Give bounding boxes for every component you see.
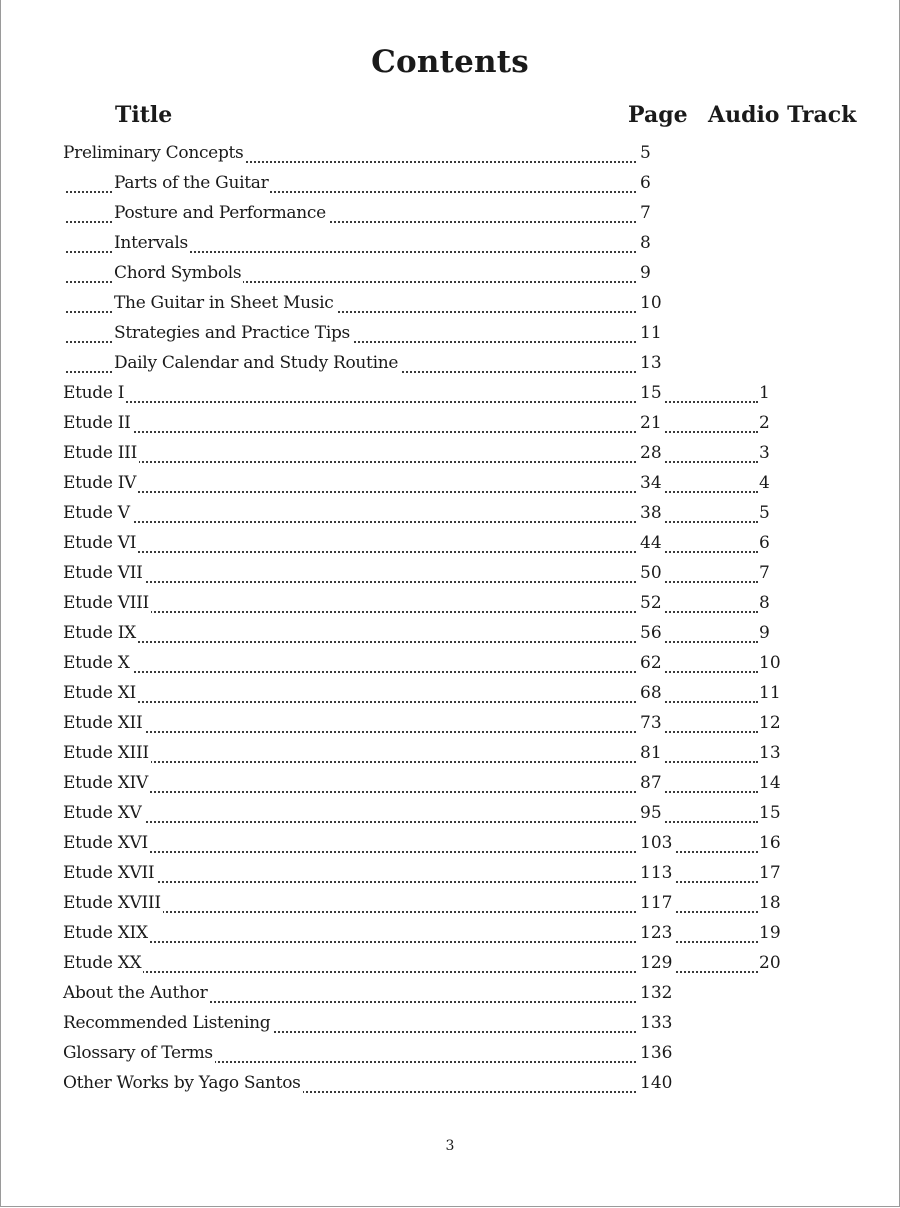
dot-leader [66, 551, 636, 553]
dot-leader [66, 671, 636, 673]
toc-entry-audio-track: 13 [759, 743, 781, 763]
toc-entry-title: About the Author [63, 983, 208, 1003]
toc-entry-page: 10 [640, 293, 662, 313]
toc-entry[interactable] [0, 741, 900, 771]
toc-entry-page: 13 [640, 353, 662, 373]
toc-entry-audio-track: 19 [759, 923, 781, 943]
track-dot-leader [662, 491, 758, 493]
track-dot-leader [672, 881, 758, 883]
toc-entry-page: 9 [640, 263, 651, 283]
dot-leader [66, 521, 636, 523]
dot-leader [66, 761, 636, 763]
toc-entry-page: 129 [640, 953, 673, 973]
toc-entry-page: 15 [640, 383, 662, 403]
dot-leader [66, 401, 636, 403]
toc-entry-title: Etude IV [63, 473, 137, 493]
toc-entry[interactable] [0, 951, 900, 981]
track-dot-leader [662, 461, 758, 463]
toc-entry-title: Preliminary Concepts [63, 143, 244, 163]
dot-leader [66, 821, 636, 823]
toc-entry-title: Etude XV [63, 803, 142, 823]
toc-entry[interactable] [0, 321, 900, 351]
toc-entry-title: Etude I [63, 383, 125, 403]
toc-entry-title: Etude XVI [63, 833, 148, 853]
toc-entry[interactable] [0, 411, 900, 441]
toc-entry-title: Etude V [63, 503, 130, 523]
toc-entry[interactable] [0, 591, 900, 621]
toc-entry-page: 34 [640, 473, 662, 493]
toc-entry-title: Etude IX [63, 623, 136, 643]
toc-entry-page: 117 [640, 893, 673, 913]
track-dot-leader [672, 971, 758, 973]
toc-entry-page: 50 [640, 563, 662, 583]
toc-entry-page: 38 [640, 503, 662, 523]
toc-entry-page: 81 [640, 743, 662, 763]
page-number: 3 [445, 1138, 455, 1154]
toc-entry-audio-track: 18 [759, 893, 781, 913]
track-dot-leader [662, 821, 758, 823]
toc-entry[interactable] [0, 1011, 900, 1041]
table-of-contents [0, 141, 900, 1101]
toc-entry-title: Etude XII [63, 713, 143, 733]
track-dot-leader [672, 941, 758, 943]
toc-entry-audio-track: 5 [759, 503, 770, 523]
toc-entry-title: Etude VI [63, 533, 137, 553]
dot-leader [66, 851, 636, 853]
track-dot-leader [672, 911, 758, 913]
track-dot-leader [662, 521, 758, 523]
toc-entry-audio-track: 12 [759, 713, 781, 733]
track-dot-leader [662, 611, 758, 613]
dot-leader [66, 611, 636, 613]
toc-entry-page: 73 [640, 713, 662, 733]
toc-entry[interactable] [0, 681, 900, 711]
toc-entry-audio-track: 2 [759, 413, 770, 433]
toc-entry-page: 87 [640, 773, 662, 793]
toc-entry-title: Daily Calendar and Study Routine [114, 353, 399, 373]
toc-entry-title: Etude XIX [63, 923, 148, 943]
page-column-header: Page [628, 102, 688, 128]
toc-entry[interactable] [0, 861, 900, 891]
dot-leader [66, 941, 636, 943]
toc-entry[interactable] [0, 141, 900, 171]
track-dot-leader [662, 701, 758, 703]
toc-entry-audio-track: 1 [759, 383, 770, 403]
toc-entry-title: Posture and Performance [114, 203, 326, 223]
toc-entry[interactable] [0, 501, 900, 531]
dot-leader [66, 701, 636, 703]
dot-leader [66, 731, 636, 733]
track-dot-leader [662, 641, 758, 643]
toc-entry-page: 21 [640, 413, 662, 433]
toc-entry-title: Glossary of Terms [63, 1043, 213, 1063]
track-dot-leader [662, 431, 758, 433]
toc-entry-page: 123 [640, 923, 673, 943]
dot-leader [66, 431, 636, 433]
toc-entry-title: The Guitar in Sheet Music [114, 293, 334, 313]
toc-entry-page: 140 [640, 1073, 673, 1093]
toc-entry[interactable] [0, 651, 900, 681]
toc-entry[interactable] [0, 351, 900, 381]
toc-entry-audio-track: 7 [759, 563, 770, 583]
toc-entry-title: Intervals [114, 233, 188, 253]
toc-entry[interactable] [0, 261, 900, 291]
toc-entry-audio-track: 16 [759, 833, 781, 853]
toc-entry-audio-track: 17 [759, 863, 781, 883]
toc-entry-page: 132 [640, 983, 673, 1003]
track-dot-leader [662, 791, 758, 793]
toc-entry[interactable] [0, 891, 900, 921]
toc-entry-title: Etude VIII [63, 593, 149, 613]
toc-entry[interactable] [0, 921, 900, 951]
toc-entry-page: 133 [640, 1013, 673, 1033]
dot-leader [66, 581, 636, 583]
toc-entry-audio-track: 6 [759, 533, 770, 553]
toc-entry[interactable] [0, 531, 900, 561]
toc-entry[interactable] [0, 561, 900, 591]
toc-entry-title: Etude II [63, 413, 131, 433]
toc-entry-title: Etude X [63, 653, 130, 673]
toc-entry-title: Recommended Listening [63, 1013, 271, 1033]
toc-entry-title: Chord Symbols [114, 263, 242, 283]
toc-entry-page: 95 [640, 803, 662, 823]
toc-entry-audio-track: 4 [759, 473, 770, 493]
toc-entry-audio-track: 15 [759, 803, 781, 823]
toc-entry-page: 136 [640, 1043, 673, 1063]
toc-entry-title: Etude XIV [63, 773, 148, 793]
toc-entry[interactable] [0, 831, 900, 861]
toc-entry-title: Etude III [63, 443, 137, 463]
toc-entry[interactable] [0, 1071, 900, 1101]
toc-entry-title: Other Works by Yago Santos [63, 1073, 301, 1093]
track-dot-leader [662, 761, 758, 763]
toc-entry-page: 28 [640, 443, 662, 463]
toc-entry[interactable] [0, 441, 900, 471]
toc-entry-audio-track: 3 [759, 443, 770, 463]
title-column-header: Title [115, 102, 173, 128]
dot-leader [66, 791, 636, 793]
toc-entry[interactable] [0, 201, 900, 231]
toc-entry-title: Etude VII [63, 563, 143, 583]
toc-entry[interactable] [0, 381, 900, 411]
toc-entry-audio-track: 11 [759, 683, 781, 703]
toc-entry[interactable] [0, 1041, 900, 1071]
toc-entry[interactable] [0, 621, 900, 651]
dot-leader [66, 971, 636, 973]
dot-leader [66, 461, 636, 463]
toc-entry-title: Etude XX [63, 953, 142, 973]
track-dot-leader [662, 731, 758, 733]
toc-entry-audio-track: 10 [759, 653, 781, 673]
dot-leader [66, 491, 636, 493]
track-dot-leader [662, 581, 758, 583]
toc-entry-page: 52 [640, 593, 662, 613]
toc-entry-title: Etude XI [63, 683, 136, 703]
toc-entry-page: 62 [640, 653, 662, 673]
toc-entry[interactable] [0, 711, 900, 741]
toc-entry[interactable] [0, 291, 900, 321]
track-dot-leader [662, 401, 758, 403]
toc-entry-audio-track: 8 [759, 593, 770, 613]
dot-leader [66, 641, 636, 643]
track-dot-leader [672, 851, 758, 853]
toc-entry-page: 7 [640, 203, 651, 223]
page-title: Contents [371, 44, 529, 80]
track-dot-leader [662, 551, 758, 553]
toc-entry-page: 8 [640, 233, 651, 253]
toc-entry-title: Etude XVII [63, 863, 155, 883]
toc-entry-title: Etude XVIII [63, 893, 161, 913]
toc-entry[interactable] [0, 171, 900, 201]
toc-entry-page: 5 [640, 143, 651, 163]
toc-entry-page: 11 [640, 323, 662, 343]
toc-entry[interactable] [0, 981, 900, 1011]
toc-entry-title: Strategies and Practice Tips [114, 323, 350, 343]
toc-entry-page: 113 [640, 863, 673, 883]
toc-entry-title: Etude XIII [63, 743, 149, 763]
toc-entry[interactable] [0, 771, 900, 801]
toc-entry[interactable] [0, 801, 900, 831]
toc-entry-page: 68 [640, 683, 662, 703]
toc-entry-page: 44 [640, 533, 662, 553]
toc-entry-page: 6 [640, 173, 651, 193]
toc-entry[interactable] [0, 231, 900, 261]
toc-entry-page: 103 [640, 833, 673, 853]
audio-track-column-header: Audio Track [708, 102, 857, 128]
toc-entry[interactable] [0, 471, 900, 501]
toc-entry-audio-track: 20 [759, 953, 781, 973]
track-dot-leader [662, 671, 758, 673]
toc-entry-page: 56 [640, 623, 662, 643]
toc-entry-title: Parts of the Guitar [114, 173, 269, 193]
toc-entry-audio-track: 9 [759, 623, 770, 643]
toc-entry-audio-track: 14 [759, 773, 781, 793]
